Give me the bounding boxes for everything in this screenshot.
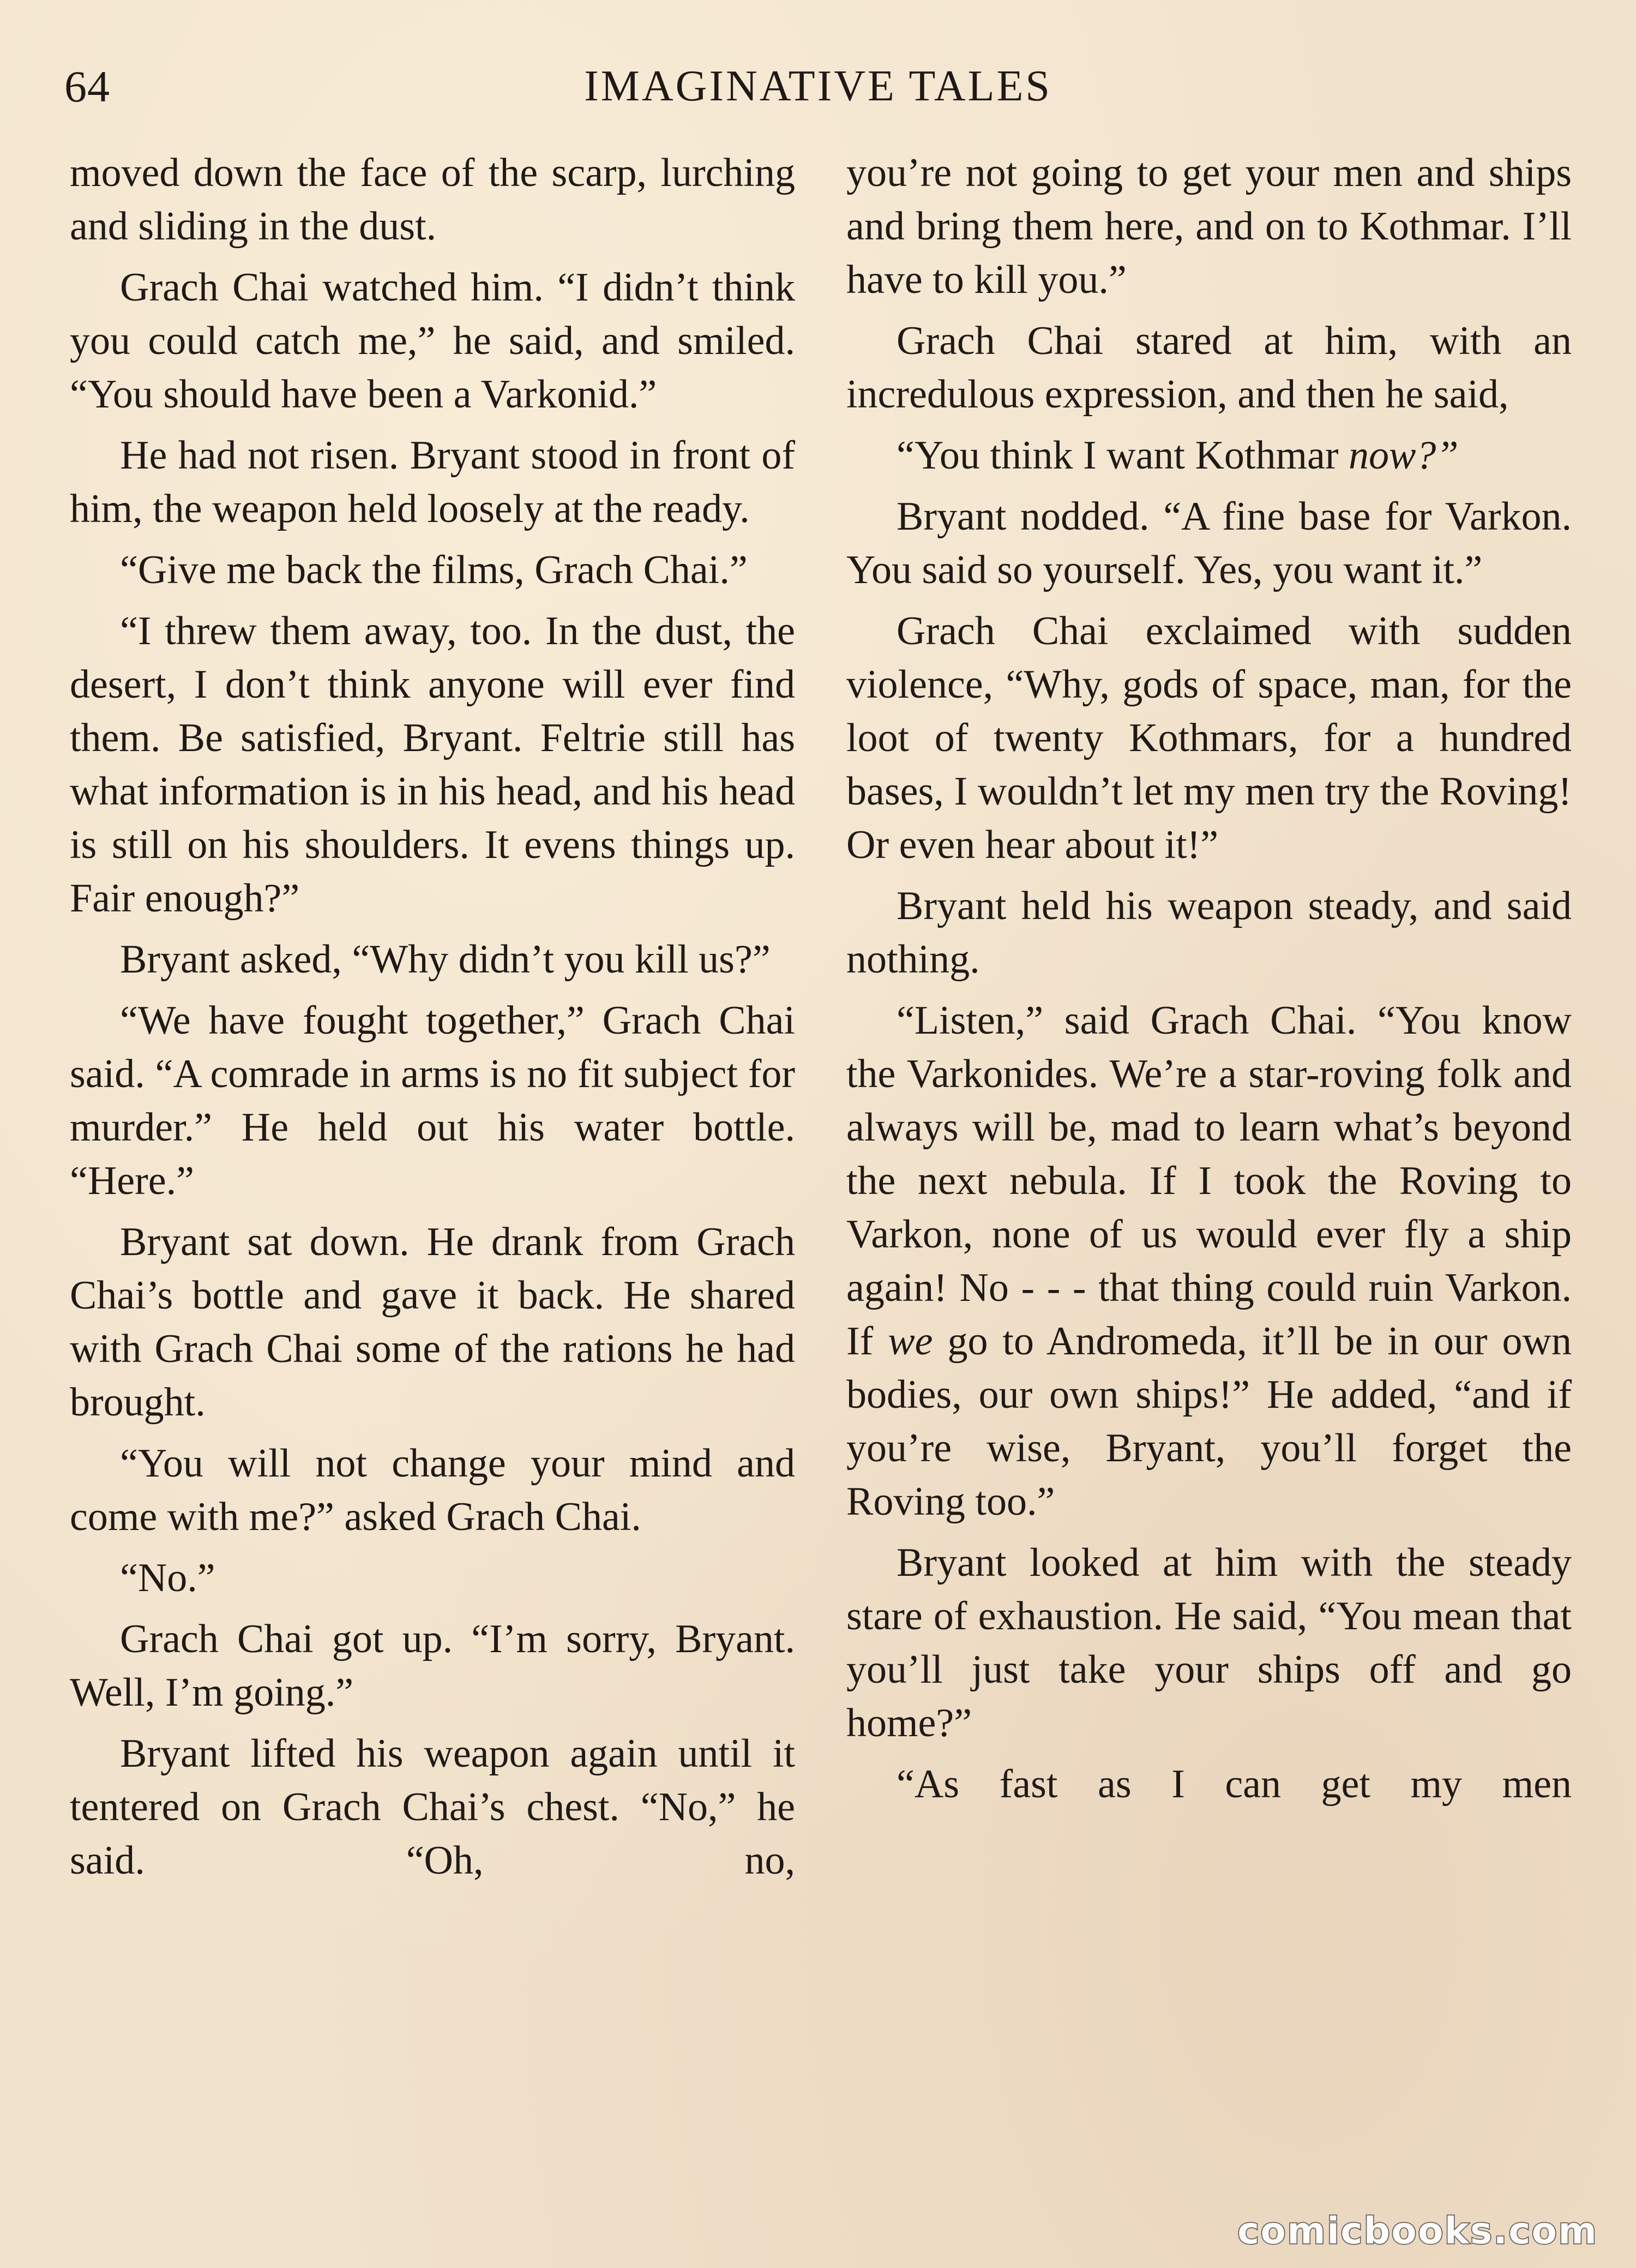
paragraph: [70, 1437, 795, 1544]
paragraph-text: Bryant looked at him with the steady stare of exhaustion. He said, “You mean that you’ll just take your ships off and go home?”: [846, 1540, 1572, 1745]
paragraph-text: Grach Chai got up. “I’m sorry, Bryant. Well, I’m going.”: [70, 1617, 795, 1715]
paragraph-text: “Give me back the films, Grach Chai.”: [120, 548, 748, 592]
watermark: comicbooks.com: [1237, 2210, 1598, 2253]
running-head: IMAGINATIVE TALES: [584, 62, 1052, 110]
paragraph-text: “I threw them away, too. In the dust, the desert, I don’t think anyone will ever find them. Be satisfied, Bryant. Feltrie still has what information is in his head, and his head is still on his shoulders. It evens things up. Fair enough?”: [70, 609, 795, 921]
paragraph: [70, 933, 795, 986]
paragraph-text: “You will not change your mind and come with me?” asked Grach Chai.: [70, 1441, 795, 1539]
italic-text: we: [888, 1319, 933, 1364]
paragraph: [70, 604, 795, 925]
paragraph: [846, 314, 1572, 421]
paragraph-text: go to Andromeda, it’ll be in our own bodies, our own ships!” He added, “and if you’re wise, Bryant, you’ll forget the Roving too.”: [846, 1319, 1572, 1524]
paragraph: [846, 994, 1572, 1528]
paragraph: [70, 261, 795, 421]
paragraph: [846, 146, 1572, 307]
paragraph: [70, 1215, 795, 1429]
paragraph-text: Grach Chai stared at him, with an incredulous expression, and then he said,: [846, 319, 1572, 417]
paragraph-text: “Listen,” said Grach Chai. “You know the Varkonides. We’re a star-roving folk and always will be, mad to learn what’s beyond the next nebula. If I took the Roving to Varkon, none of us would ever fly a ship again! No - - - that thing could ruin Varkon. If: [846, 998, 1572, 1364]
paragraph-text: Bryant held his weapon steady, and said nothing.: [846, 884, 1572, 982]
right-column: [846, 146, 1572, 1819]
paragraph: [846, 490, 1572, 597]
paragraph-text: He had not risen. Bryant stood in front of him, the weapon held loosely at the ready.: [70, 433, 795, 531]
paragraph: [846, 1536, 1572, 1750]
paragraph: [846, 604, 1572, 872]
paragraph: [846, 1757, 1572, 1811]
paragraph-text: “No.”: [120, 1556, 215, 1600]
paragraph-text: “We have fought together,” Grach Chai said. “A comrade in arms is no fit subject for murder.” He held out his water bottle. “Here.”: [70, 998, 795, 1203]
paragraph-text: Grach Chai exclaimed with sudden violence, “Why, gods of space, man, for the loot of twenty Kothmars, for a hundred bases, I wouldn’t let my men try the Roving! Or even hear about it!”: [846, 609, 1572, 867]
paragraph-text: “You think I want Kothmar: [897, 433, 1349, 478]
paragraph-text: moved down the face of the scarp, lurching and sliding in the dust.: [70, 151, 795, 249]
paragraph: [70, 1551, 795, 1605]
paragraph: [846, 429, 1572, 482]
left-column: [70, 146, 795, 1895]
paragraph-text: Bryant sat down. He drank from Grach Chai’s bottle and gave it back. He shared with Grach Chai some of the rations he had brought.: [70, 1220, 795, 1425]
paragraph: [70, 543, 795, 597]
paragraph-text: you’re not going to get your men and ships and bring them here, and on to Kothmar. I’ll have to kill you.”: [846, 151, 1572, 302]
paragraph-text: Bryant nodded. “A fine base for Varkon. You said so yourself. Yes, you want it.”: [846, 494, 1572, 592]
paragraph: [70, 1727, 795, 1887]
paragraph: [846, 879, 1572, 986]
paragraph: [70, 1612, 795, 1719]
paragraph-text: “As fast as I can get my men: [897, 1762, 1572, 1807]
paragraph-text: Bryant asked, “Why didn’t you kill us?”: [120, 937, 771, 982]
paragraph: [70, 429, 795, 536]
italic-text: now?”: [1349, 433, 1459, 478]
paragraph: [70, 994, 795, 1208]
page-number: 64: [64, 62, 110, 111]
paragraph-text: Bryant lifted his weapon again until it tentered on Grach Chai’s chest. “No,” he said. “Oh, no,: [70, 1731, 795, 1883]
paragraph-text: Grach Chai watched him. “I didn’t think you could catch me,” he said, and smiled. “You should have been a Varkonid.”: [70, 265, 795, 417]
paragraph: [70, 146, 795, 253]
